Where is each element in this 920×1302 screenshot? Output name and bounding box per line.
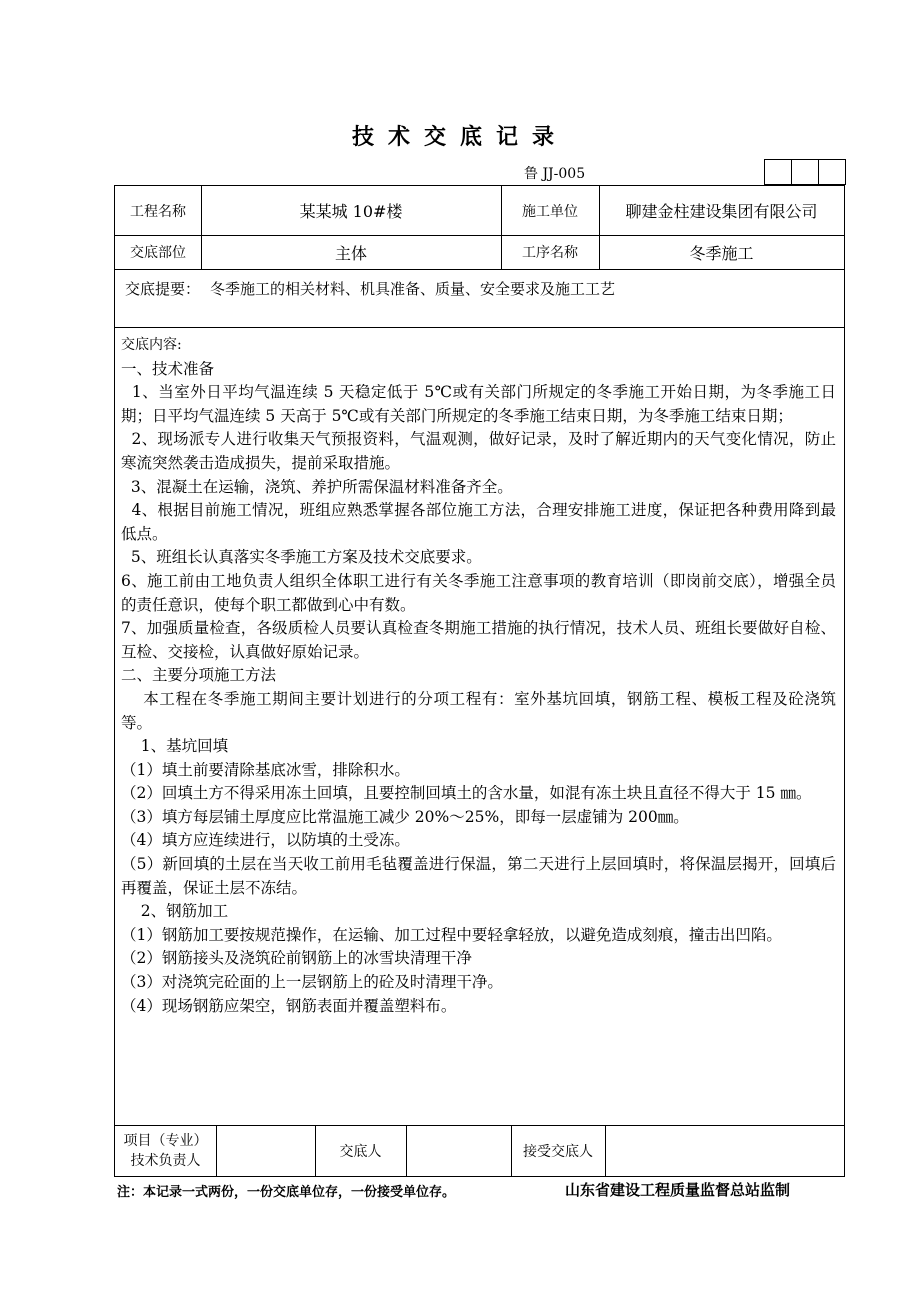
content-line: （1）钢筋加工要按规范操作，在运输、加工过程中要轻拿轻放，以避免造成刻痕，撞击出凹陷。 [121,925,782,944]
part-label: 交底部位 [130,245,186,261]
receiver-signature-field[interactable] [605,1125,844,1177]
content-label: 交底内容: [121,337,182,353]
content-line: （4）填方应连续进行，以防填的土受冻。 [121,831,410,850]
form-code: 鲁 JJ-005 [524,166,586,182]
footer-supervisor: 山东省建设工程质量监督总站监制 [565,1181,791,1199]
content-line: （3）填方每层铺土厚度应比常温施工减少 20%～25%，即每一层虚铺为 200㎜。 [121,807,689,826]
discloser-signature-field[interactable] [406,1125,511,1177]
summary-text: 冬季施工的相关材料、机具准备、质量、安全要求及施工工艺 [210,280,616,298]
content-line: 本工程在冬季施工期间主要计划进行的分项工程有：室外基坑回填，钢筋工程、模板工程及砼浇筑等。 [121,689,836,732]
record-table [114,185,845,1177]
summary-label: 交底提要： [125,280,201,298]
row-divider [115,327,844,328]
number-box [764,159,792,185]
content-line: （2）钢筋接头及浇筑砼前钢筋上的冰雪块清理干净 [121,949,472,968]
tech-lead-label [115,1125,216,1177]
content-lines [121,358,836,1019]
content-line: 7、加强质量检查，各级质检人员要认真检查冬期施工措施的执行情况，技术人员、班组长要做好自检、互检、交接检，认真做好原始记录。 [121,619,836,661]
number-box [818,159,846,185]
contractor-value: 聊建金柱建设集团有限公司 [625,202,818,221]
content-line: （2）回填土方不得采用冻土回填，且要控制回填土的含水量，如混有冻土块且直径不得大于 15 ㎜。 [121,784,812,803]
content-line: 3、混凝土在运输，浇筑、养护所需保温材料准备齐全。 [121,477,513,496]
part-value: 主体 [334,243,367,263]
content-line: 2、钢筋加工 [121,902,229,921]
content-line: 二、主要分项施工方法 [121,666,277,685]
content-line: 一、技术准备 [121,359,215,378]
project-name-value: 某某城 10#楼 [299,202,403,221]
disclosure-content [121,334,836,1018]
content-line: 4、根据目前施工情况，班组应熟悉掌握各部位施工方法，合理安排施工进度，保证把各种费用降到最低点。 [121,501,836,543]
tech-lead-label-line2: 技术负责人 [130,1153,201,1169]
content-line: （4）现场钢筋应架空，钢筋表面并覆盖塑料布。 [121,996,457,1015]
discloser-label: 交底人 [339,1144,382,1160]
content-line: （1）填土前要清除基底冰雪，排除积水。 [121,760,410,779]
receiver-label: 接受交底人 [523,1144,593,1160]
row-divider [115,269,844,270]
footer-note: 注：本记录一式两份，一份交底单位存，一份接受单位存。 [117,1185,456,1200]
tech-lead-label-line1: 项目（专业） [123,1133,208,1149]
content-line: （5）新回填的土层在当天收工前用毛毡覆盖进行保温，第二天进行上层回填时，将保温层揭开，回填后再覆盖，保证土层不冻结。 [121,855,836,897]
content-line: 5、班组长认真落实冬季施工方案及技术交底要求。 [121,548,482,567]
disclosure-summary [125,278,615,299]
tech-lead-signature-field[interactable] [216,1125,315,1177]
content-line: 6、施工前由工地负责人组织全体职工进行有关冬季施工注意事项的教育培训（即岗前交底），增强全员的责任意识，使每个职工都做到心中有数。 [121,571,836,614]
document-title: 技术交底记录 [351,125,568,150]
content-line: （3）对浇筑完砼面的上一层钢筋上的砼及时清理干净。 [121,973,503,992]
content-line: 1、当室外日平均气温连续 5 天稳定低于 5℃或有关部门所规定的冬季施工开始日期，为冬季施工日期；日平均气温连续 5 天高于 5℃或有关部门所规定的冬季施工结束日期，为冬季施工结束日期； [121,383,836,425]
process-label: 工序名称 [522,245,578,261]
process-value: 冬季施工 [689,243,754,263]
number-box [791,159,819,185]
content-line: 2、现场派专人进行收集天气预报资料，气温观测，做好记录，及时了解近期内的天气变化情况，防止寒流突然袭击造成损失，提前采取措施。 [121,430,836,472]
content-line: 1、基坑回填 [121,737,229,756]
project-name-label: 工程名称 [130,203,186,220]
contractor-label: 施工单位 [522,203,578,220]
form-number-boxes [765,159,846,185]
